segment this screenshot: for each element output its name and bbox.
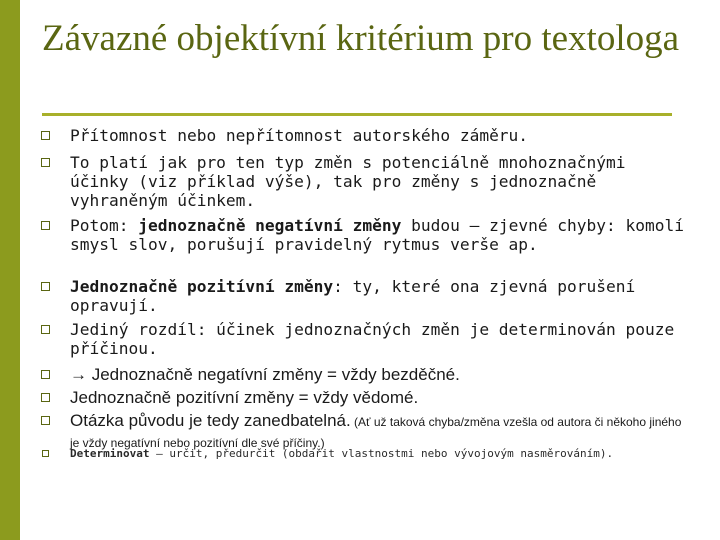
slide-title: Závazné objektívní kritérium pro textologa	[42, 18, 680, 59]
bullet-item-8	[70, 410, 690, 452]
bullet-item-1	[70, 126, 690, 145]
bullet-item-7	[70, 387, 690, 408]
bullet-text-main: Otázka původu je tedy zanedbatelná.	[70, 411, 351, 430]
bullet-item-6	[70, 364, 690, 385]
square-bullet-icon	[41, 416, 50, 425]
bullet-text-bold: Determinovat	[70, 447, 150, 460]
bullet-text: → Jednoznačně negatívní změny = vždy bezděčné.	[70, 365, 460, 384]
bullet-text-post: budou – zjevné chyby: komolí smysl slov, porušují pravidelný rytmus verše ap.	[70, 216, 685, 254]
bullet-text-post: : ty, které ona zjevná porušení opravují.	[70, 277, 636, 315]
bullet-text-post: – určit, předurčit (obdařit vlastnostmi nebo vývojovým nasměrováním).	[149, 447, 614, 460]
bullet-text-pre: Potom:	[70, 216, 139, 235]
square-bullet-icon	[41, 282, 50, 291]
bullet-text: To platí jak pro ten typ změn s potenciálně mnohoznačnými účinky (viz příklad výše), tak pro změny s jednoznačně vyhraněným účinkem.	[70, 153, 626, 210]
bullet-text-bold: Jednoznačně pozitívní změny	[70, 277, 334, 296]
square-bullet-icon	[41, 370, 50, 379]
bullet-text: Jediný rozdíl: účinek jednoznačných změn je determinován pouze příčinou.	[70, 320, 675, 358]
square-bullet-icon	[41, 131, 50, 140]
bullet-note: (Ať už taková chyba/změna vzešla od autora či někoho jiného je vždy negatívní nebo pozitívní dle své příčiny.)	[70, 415, 682, 450]
bullet-text: Jednoznačně pozitívní změny = vždy vědomé.	[70, 388, 419, 407]
bullet-text: Přítomnost nebo nepřítomnost autorského záměru.	[70, 126, 529, 145]
bullet-text-bold: jednoznačně negatívní změny	[138, 216, 402, 235]
bullet-item-9	[70, 447, 690, 461]
square-bullet-icon	[41, 393, 50, 402]
square-bullet-icon	[41, 158, 50, 167]
bullet-item-3	[70, 216, 690, 254]
bullet-item-4	[70, 277, 690, 315]
bullet-item-2	[70, 153, 690, 210]
bullet-item-5	[70, 320, 690, 358]
square-bullet-icon	[41, 325, 50, 334]
square-bullet-icon	[41, 221, 50, 230]
square-bullet-icon	[42, 450, 49, 457]
